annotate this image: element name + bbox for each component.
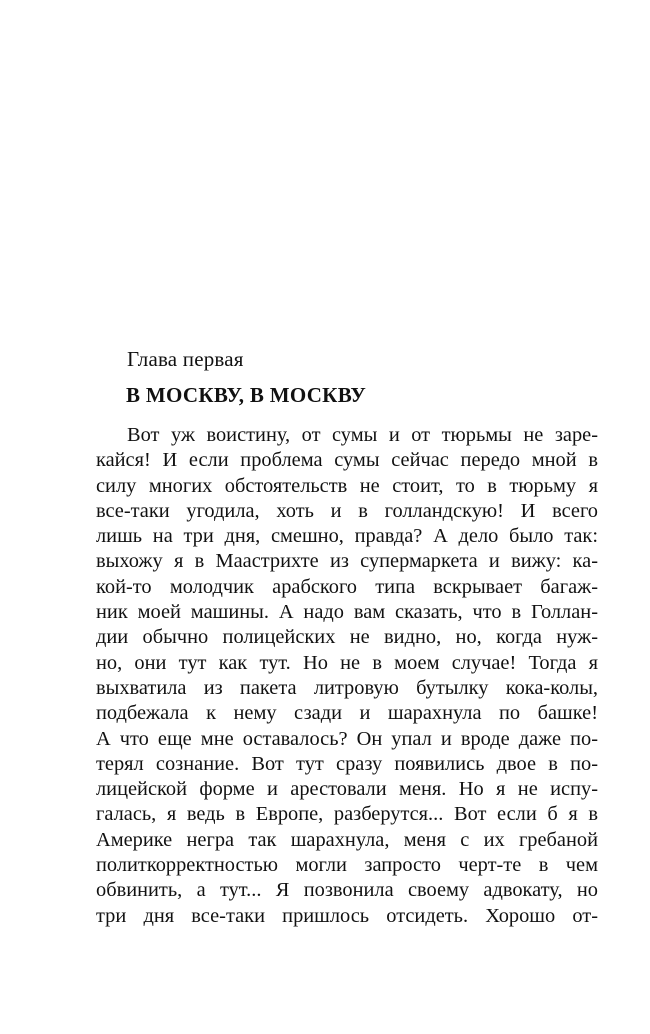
text-line: терял сознание. Вот тут сразу появились двое в по- (96, 752, 598, 775)
text-line: галась, я ведь в Европе, разберутся... Вот если б я в (96, 803, 598, 826)
text-line: все-таки угодила, хоть и в голландскую! И всего (96, 499, 598, 522)
text-line: выхожу я в Маастрихте из супермаркета и вижу: ка- (96, 550, 598, 573)
text-line: обвинить, а тут... Я позвонила своему адвокату, но (96, 879, 598, 902)
text-line: подбежала к нему сзади и шарахнула по башке! (96, 702, 598, 725)
text-line: Вот уж воистину, от сумы и от тюрьмы не заре- (127, 424, 598, 446)
text-line: политкорректностью могли запросто черт-те в чем (96, 854, 598, 877)
text-line: ник моей машины. А надо вам сказать, что в Голлан- (96, 601, 598, 624)
text-line: кайся! И если проблема сумы сейчас передо мной в (96, 449, 598, 472)
text-line: но, они тут как тут. Но не в моем случае! Тогда я (96, 651, 598, 674)
text-line: дии обычно полицейских не видно, но, когда нуж- (96, 626, 598, 649)
text-line: лишь на три дня, смешно, правда? А дело было так: (96, 525, 598, 548)
text-line: Америке негра так шарахнула, меня с их гребаной (96, 828, 598, 851)
text-line: три дня все-таки пришлось отсидеть. Хорошо от- (96, 904, 598, 927)
text-line: лицейской форме и арестовали меня. Но я не испу- (96, 778, 598, 801)
chapter-label: Глава первая (127, 347, 244, 371)
chapter-title: В МОСКВУ, В МОСКВУ (126, 383, 367, 407)
body-text (96, 423, 598, 929)
text-line: кой-то молодчик арабского типа вскрывает багаж- (96, 575, 598, 598)
text-line: силу многих обстоятельств не стоит, то в тюрьму я (96, 474, 598, 497)
text-line: А что еще мне оставалось? Он упал и вроде даже по- (96, 727, 598, 750)
text-line: выхватила из пакета литровую бутылку кока-колы, (96, 676, 598, 699)
